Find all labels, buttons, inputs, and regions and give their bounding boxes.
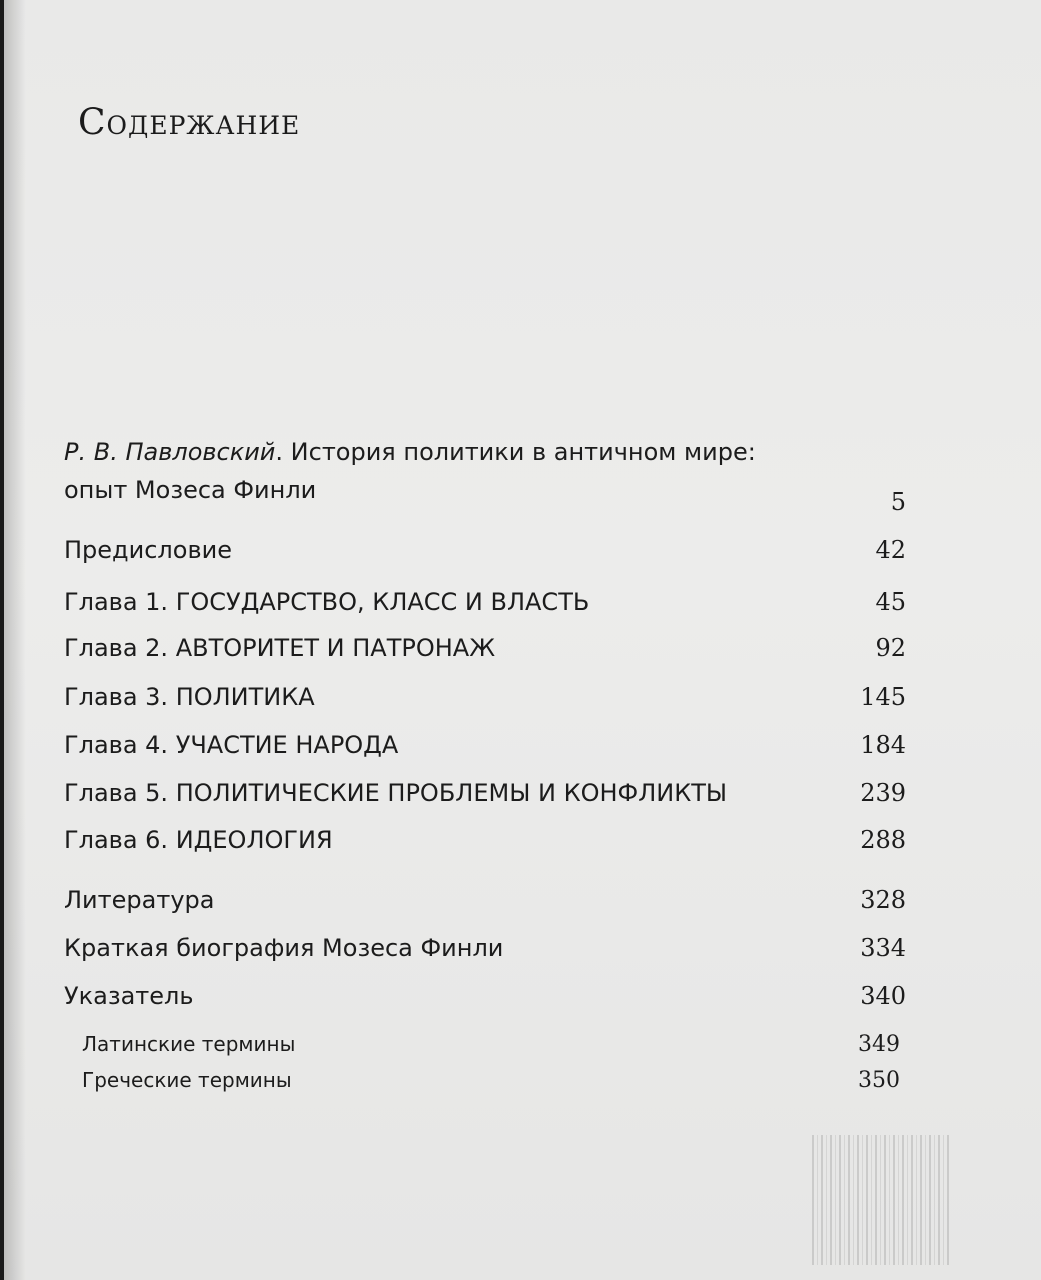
book-page [4, 0, 1041, 1280]
table-of-contents [4, 0, 1041, 1280]
toc-intro-page: 5 [890, 488, 906, 516]
toc-intro-author: Р. В. Павловский [64, 438, 276, 466]
toc-entry-preface: Предисловие 42 [64, 536, 906, 564]
toc-entry-chapter-3: Глава 3. ПОЛИТИКА 145 [64, 683, 906, 711]
toc-entry-bibliography: Литература 328 [64, 886, 906, 914]
toc-entry-chapter-2: Глава 2. АВТОРИТЕТ И ПАТРОНАЖ 92 [64, 634, 906, 662]
toc-entry-chapter-5: Глава 5. ПОЛИТИЧЕСКИЕ ПРОБЛЕМЫ И КОНФЛИКТЫ 239 [64, 779, 906, 807]
toc-entry-chapter-4: Глава 4. УЧАСТИЕ НАРОДА 184 [64, 731, 906, 759]
toc-entry-index: Указатель 340 [64, 982, 906, 1010]
toc-intro-line1 [64, 438, 906, 466]
toc-intro-title: . История политики в античном мире: [275, 438, 756, 466]
page-title: Содержание [78, 102, 301, 143]
toc-entry-biography: Краткая биография Мозеса Финли 334 [64, 934, 906, 962]
toc-entry-greek-terms: Греческие термины 350 [82, 1068, 900, 1093]
toc-intro-line2: опыт Мозеса Финли [64, 476, 317, 504]
toc-entry-chapter-6: Глава 6. ИДЕОЛОГИЯ 288 [64, 826, 906, 854]
toc-entry-chapter-1: Глава 1. ГОСУДАРСТВО, КЛАСС И ВЛАСТЬ 45 [64, 588, 906, 616]
toc-entry-latin-terms: Латинские термины 349 [82, 1032, 900, 1057]
